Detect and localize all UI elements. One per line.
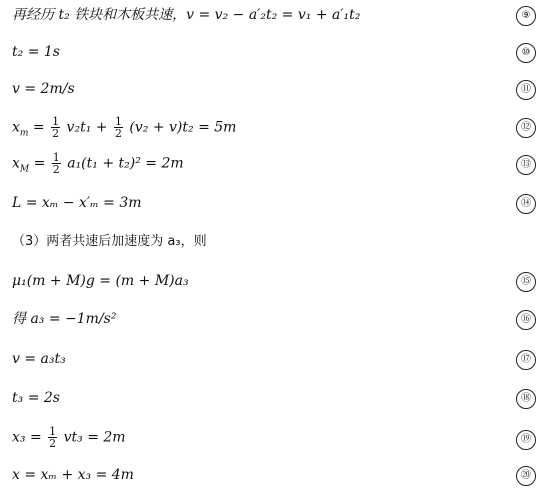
equation-marker: ⑭ xyxy=(516,194,536,214)
equation-line-10 xyxy=(12,43,518,61)
equation-line-17 xyxy=(12,350,518,368)
equation-line-18 xyxy=(12,389,518,407)
equation-marker: ⑫ xyxy=(516,118,536,138)
equation-symbol: x xyxy=(12,119,20,136)
fraction-numerator: 1 xyxy=(49,425,57,438)
fraction-denominator: 2 xyxy=(114,127,122,140)
equation-marker: ⑰ xyxy=(516,350,536,370)
equation-line-15 xyxy=(12,272,518,290)
fraction-denominator: 2 xyxy=(52,163,60,176)
fraction-denominator: 2 xyxy=(52,127,60,140)
equation-marker: ⑯ xyxy=(516,310,536,330)
equation-text: （3）两者共速后加速度为 a₃，则 xyxy=(12,234,207,249)
equation-symbol: x₃ = xyxy=(12,429,42,446)
equation-text: 得 a₃ = −1m/s² xyxy=(12,311,117,327)
equation-line-11 xyxy=(12,80,518,98)
equation-text: v = 2m/s xyxy=(12,81,75,97)
fraction xyxy=(52,152,61,175)
equation-text: L = xₘ − x′ₘ = 3m xyxy=(12,195,142,211)
fraction-numerator: 1 xyxy=(52,115,60,128)
equation-marker: ⑮ xyxy=(516,272,536,292)
fraction-numerator: 1 xyxy=(52,151,60,164)
section-heading xyxy=(12,233,518,251)
equation-marker: ⑬ xyxy=(516,155,536,175)
equation-line-12: $x_m$ = $\frac{1}{2}$ v₂t₁ + $\frac{1}{2}$ (v₂ + v)t₂ = 5m xyxy=(12,115,237,140)
fraction-denominator: 2 xyxy=(49,437,57,450)
equation-text: v₂t₁ + xyxy=(66,119,108,136)
equation-symbol: x xyxy=(12,155,20,172)
equation-marker: ⑩ xyxy=(516,43,536,63)
fraction xyxy=(48,426,57,449)
equation-line-13: $x_M$ = $\frac{1}{2}$ a₁(t₁ + t₂)² = 2m xyxy=(12,151,184,176)
equation-line-14 xyxy=(12,194,518,212)
equation-marker: ⑲ xyxy=(516,430,536,450)
equation-marker: ⑱ xyxy=(516,389,536,409)
equation-text: vt₃ = 2m xyxy=(63,429,126,446)
fraction xyxy=(51,116,60,139)
equation-text: t₂ = 1s xyxy=(12,44,60,60)
equation-text: v = a₃t₃ xyxy=(12,351,66,367)
equation-line-16 xyxy=(12,310,518,328)
equation-marker: ⑪ xyxy=(516,80,536,100)
equation-text: x = xₘ + x₃ = 4m xyxy=(12,467,134,483)
equation-line-9 xyxy=(12,6,518,24)
equation-text: 再经历 t₂ 铁块和木板共速，v = v₂ − a′₂t₂ = v₁ + a′₁t₂ xyxy=(12,7,361,23)
equation-text: t₃ = 2s xyxy=(12,390,60,406)
equation-marker: ⑳ xyxy=(516,466,536,486)
equation-marker: ⑨ xyxy=(516,6,536,26)
equation-line-20 xyxy=(12,466,518,484)
fraction-numerator: 1 xyxy=(114,115,122,128)
equation-text: (v₂ + v)t₂ = 5m xyxy=(129,119,237,136)
fraction xyxy=(114,116,123,139)
equation-subscript: m xyxy=(19,128,29,139)
equation-line-19 xyxy=(12,426,518,449)
equation-subscript: M xyxy=(19,164,30,175)
equation-text: μ₁(m + M)g = (m + M)a₃ xyxy=(12,273,189,289)
equation-text: a₁(t₁ + t₂)² = 2m xyxy=(67,155,184,172)
